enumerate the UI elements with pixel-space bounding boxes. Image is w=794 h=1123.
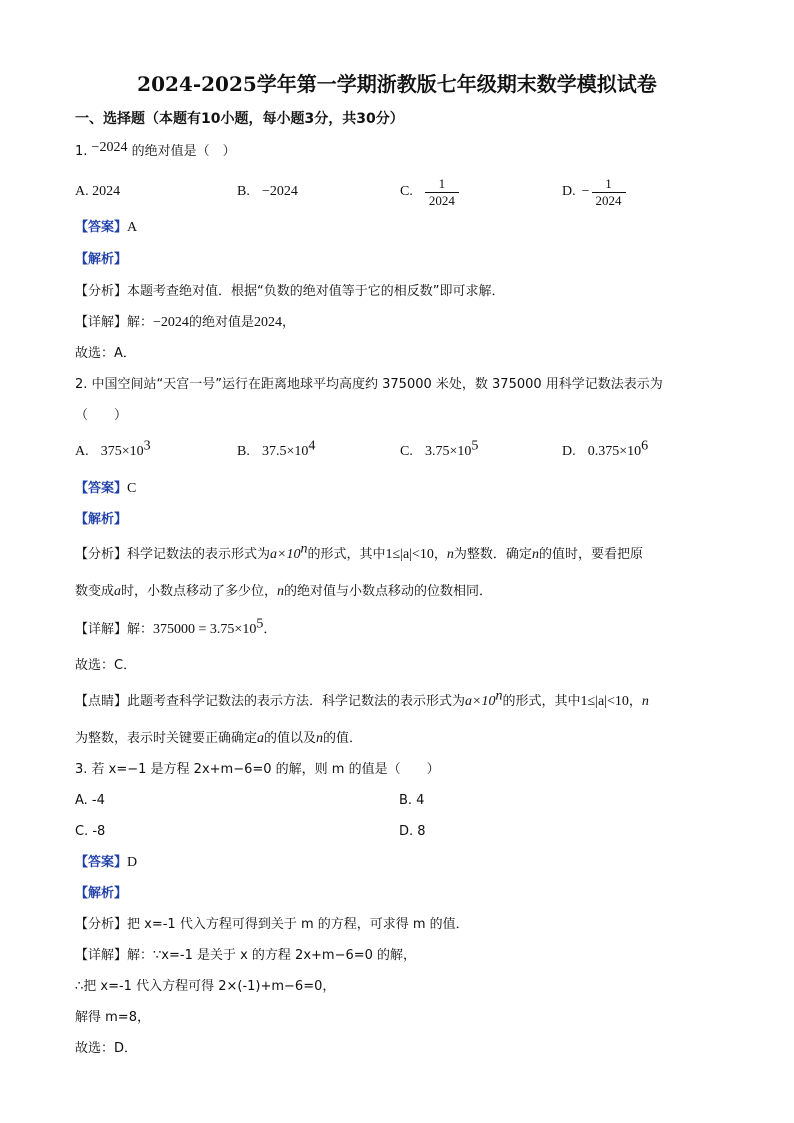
option-d-text: 0.375×10 (587, 444, 642, 459)
math-expression: a×10 (270, 547, 301, 562)
analysis-line (75, 510, 127, 530)
xiangjie-tag: 【详解】 (75, 622, 128, 637)
dianjing-text: 此题考查科学记数法的表示方法．科学记数法的表示形式为 (127, 694, 466, 709)
fenxi-line-1 (75, 541, 643, 565)
denominator: 2024 (592, 192, 626, 209)
choose-line: 故选：D． (75, 1041, 138, 1056)
answer-tag: 【答案】 (75, 481, 128, 496)
xiangjie-tag: 【详解】 (75, 948, 128, 963)
option-b: B. 4 (399, 793, 425, 808)
math-expression: 375000 = 3.75×10 (153, 622, 257, 637)
question-text: 的绝对值是（ ） (131, 144, 236, 159)
fenxi-text: 的绝对值与小数点移动的位数相同． (284, 584, 493, 599)
answer-line (75, 479, 136, 499)
fenxi-text: 的形式，其中 (307, 547, 386, 562)
option-d (562, 172, 628, 212)
dianjing-text: 的值． (323, 731, 363, 746)
option-b-label: B. (237, 444, 250, 459)
option-a-label: A. (75, 444, 89, 459)
xiangjie-text: ． (263, 622, 277, 637)
dianjing-tag: 【点睛】 (75, 694, 128, 709)
dianjing-line-1 (75, 688, 649, 712)
option-c (400, 438, 479, 462)
page-title: 2024-2025学年第一学期浙教版七年级期末数学模拟试卷 (137, 72, 657, 96)
numerator: 1 (605, 175, 612, 191)
option-d-label: D. (562, 184, 576, 199)
xiangjie-line (75, 616, 277, 640)
answer-tag: 【答案】 (75, 220, 128, 235)
option-b-text: −2024 (261, 184, 298, 199)
minus-sign: − (581, 184, 590, 199)
choose-line: 故选：C． (75, 658, 137, 673)
question-3-stem: 3. 若 x=−1 是方程 2x+m−6=0 的解，则 m 的值是（ ） (75, 762, 440, 777)
option-d-label: D. (562, 444, 576, 459)
xiangjie-text: 解：∵x=-1 是关于 x 的方程 2x+m−6=0 的解， (127, 948, 417, 963)
fenxi-line (75, 915, 469, 935)
math-expression: −2024 (153, 315, 189, 330)
exponent: 6 (641, 438, 649, 454)
fenxi-text: 时，小数点移动了多少位， (121, 584, 278, 599)
math-expression: 1≤|a|<10 (580, 694, 629, 709)
option-c: C. -8 (75, 824, 106, 839)
fenxi-tag: 【分析】 (75, 547, 128, 562)
fenxi-text: 本题考查绝对值．根据“负数的绝对值等于它的相反数”即可求解． (127, 284, 505, 299)
exponent: n (300, 541, 308, 557)
option-c-label: C. (400, 184, 413, 199)
math-variable: n (531, 547, 539, 562)
option-d: D. 8 (399, 824, 426, 839)
solution-line-3: 解得 m=8， (75, 1010, 150, 1025)
xiangjie-text: 的绝对值是 (188, 315, 254, 330)
option-a-text: A. 2024 (75, 184, 121, 199)
math-variable: a (114, 584, 122, 599)
question-1-stem (75, 142, 236, 162)
answer-tag: 【答案】 (75, 855, 128, 870)
math-expression: 2024 (253, 315, 282, 330)
option-a-text: 375×10 (100, 444, 144, 459)
numerator: 1 (438, 175, 446, 191)
fenxi-text: 数变成 (75, 584, 115, 599)
fenxi-line-2 (75, 582, 492, 602)
math-variable: n (277, 584, 285, 599)
fenxi-text: ， (433, 547, 447, 562)
xiangjie-text: 解： (127, 622, 154, 637)
fenxi-text: 把 x=-1 代入方程可得到关于 m 的方程，可求得 m 的值． (127, 917, 469, 932)
option-a (75, 182, 120, 202)
dianjing-text: 的值以及 (264, 731, 317, 746)
option-b (237, 182, 298, 202)
math-expression: a×10 (465, 694, 496, 709)
answer-line (75, 853, 137, 873)
math-expression: −2024 (91, 140, 128, 155)
analysis-tag: 【解析】 (75, 512, 128, 527)
exponent: n (495, 688, 503, 704)
fenxi-tag: 【分析】 (75, 917, 128, 932)
xiangjie-text: ， (281, 315, 295, 330)
math-variable: n (641, 694, 649, 709)
answer-value: D (127, 855, 138, 870)
fenxi-line (75, 282, 505, 302)
dianjing-text: 为整数，表示时关键要正确确定 (75, 731, 258, 746)
option-d (562, 438, 649, 462)
option-a: A. -4 (75, 793, 105, 808)
xiangjie-tag: 【详解】 (75, 315, 128, 330)
xiangjie-text: 解： (127, 315, 154, 330)
option-b (237, 438, 316, 462)
analysis-tag: 【解析】 (75, 886, 128, 901)
exponent: 5 (471, 438, 479, 454)
math-variable: n (446, 547, 454, 562)
exponent: 3 (143, 438, 151, 454)
option-c-text: 3.75×10 (424, 444, 472, 459)
fenxi-text: 的值时，要看把原 (538, 547, 643, 562)
exponent: 4 (308, 438, 316, 454)
question-number: 1. (75, 144, 88, 159)
analysis-line (75, 884, 127, 904)
fenxi-text: 为整数．确定 (453, 547, 532, 562)
xiangjie-line (75, 313, 295, 333)
math-expression: 1≤|a|<10 (385, 547, 434, 562)
choose-line: 故选：A． (75, 346, 136, 361)
math-variable: n (316, 731, 324, 746)
answer-value: A (127, 220, 138, 235)
dianjing-text: 的形式，其中 (502, 694, 581, 709)
denominator: 2024 (425, 192, 459, 209)
option-c-label: C. (400, 444, 413, 459)
exponent: 5 (256, 616, 264, 632)
section-heading: 一、选择题（本题有10小题，每小题3分，共30分） (75, 111, 404, 127)
option-b-text: 37.5×10 (261, 444, 309, 459)
answer-line (75, 218, 137, 238)
question-2-stem: 2. 中国空间站“天宫一号”运行在距离地球平均高度约 375000 米处，数 375000 用科学记数法表示为 (75, 377, 663, 392)
option-b-label: B. (237, 184, 250, 199)
fenxi-text: 科学记数法的表示形式为 (127, 547, 271, 562)
math-variable: a (257, 731, 265, 746)
xiangjie-line (75, 946, 416, 966)
dianjing-text: ， (628, 694, 642, 709)
analysis-tag: 【解析】 (75, 252, 128, 267)
fraction (425, 176, 459, 209)
option-c (400, 172, 461, 212)
question-2-stem-cont: （ ） (75, 408, 128, 423)
analysis-line (75, 250, 127, 270)
fraction (592, 176, 626, 209)
fenxi-tag: 【分析】 (75, 284, 128, 299)
option-a (75, 438, 151, 462)
answer-value: C (127, 481, 137, 496)
solution-line-2: ∴把 x=-1 代入方程可得 2×(-1)+m−6=0， (75, 979, 336, 994)
dianjing-line-2 (75, 729, 362, 749)
